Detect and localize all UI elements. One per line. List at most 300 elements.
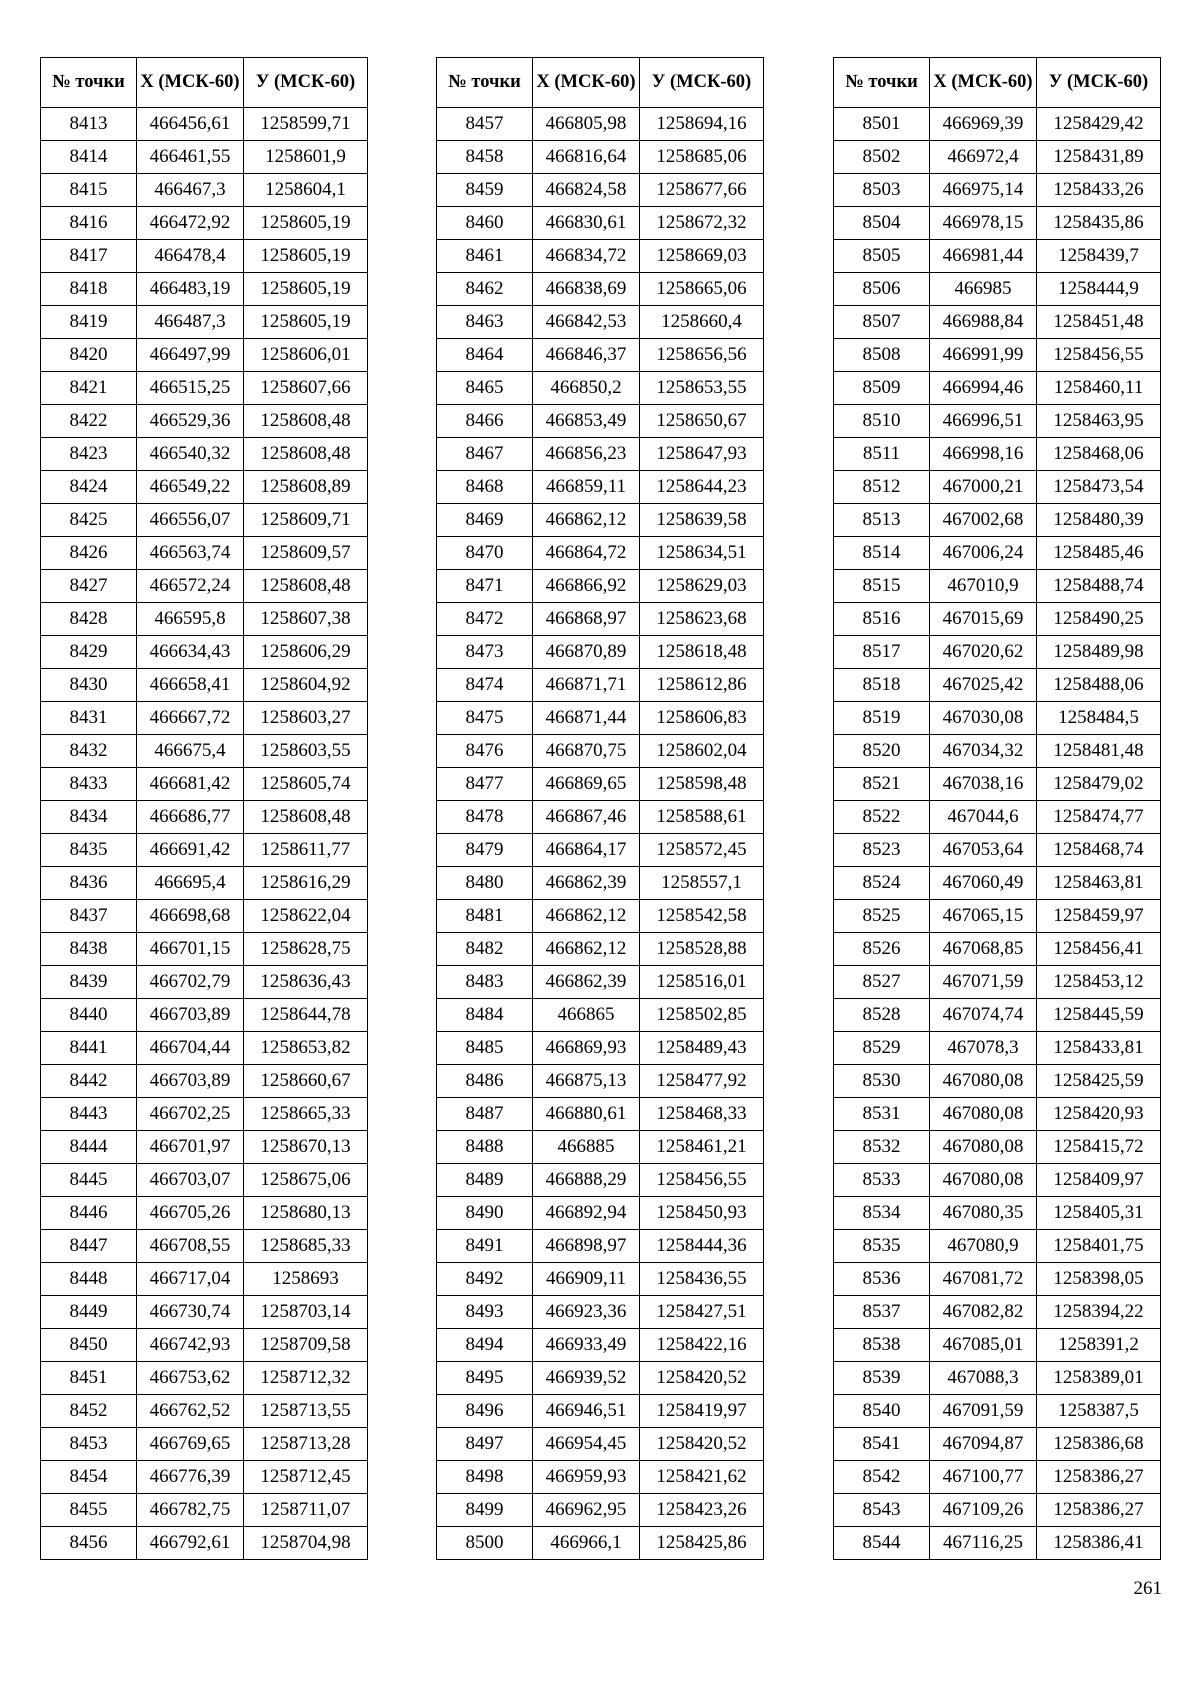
cell-x-coordinate: 466866,92 (533, 570, 640, 603)
cell-x-coordinate: 466572,24 (137, 570, 244, 603)
cell-y-coordinate: 1258607,38 (244, 603, 368, 636)
cell-y-coordinate: 1258677,66 (640, 174, 764, 207)
cell-y-coordinate: 1258456,55 (640, 1164, 764, 1197)
cell-x-coordinate: 467080,08 (930, 1065, 1037, 1098)
cell-y-coordinate: 1258604,92 (244, 669, 368, 702)
cell-point-number: 8425 (41, 504, 137, 537)
table-row (437, 966, 764, 999)
cell-x-coordinate: 466686,77 (137, 801, 244, 834)
cell-x-coordinate: 466701,15 (137, 933, 244, 966)
cell-point-number: 8436 (41, 867, 137, 900)
cell-y-coordinate: 1258425,86 (640, 1527, 764, 1560)
cell-x-coordinate: 466461,55 (137, 141, 244, 174)
cell-point-number: 8495 (437, 1362, 533, 1395)
cell-y-coordinate: 1258572,45 (640, 834, 764, 867)
cell-point-number: 8496 (437, 1395, 533, 1428)
cell-x-coordinate: 466838,69 (533, 273, 640, 306)
cell-y-coordinate: 1258488,06 (1037, 669, 1161, 702)
cell-y-coordinate: 1258429,42 (1037, 108, 1161, 141)
cell-x-coordinate: 466717,04 (137, 1263, 244, 1296)
cell-y-coordinate: 1258606,83 (640, 702, 764, 735)
table-row (437, 1131, 764, 1164)
cell-point-number: 8457 (437, 108, 533, 141)
cell-x-coordinate: 466742,93 (137, 1329, 244, 1362)
table-row (834, 801, 1161, 834)
cell-point-number: 8492 (437, 1263, 533, 1296)
cell-y-coordinate: 1258401,75 (1037, 1230, 1161, 1263)
cell-point-number: 8543 (834, 1494, 930, 1527)
table-row (41, 108, 368, 141)
cell-y-coordinate: 1258386,27 (1037, 1461, 1161, 1494)
cell-x-coordinate: 466753,62 (137, 1362, 244, 1395)
table-row (437, 438, 764, 471)
table-row (834, 1197, 1161, 1230)
cell-point-number: 8423 (41, 438, 137, 471)
cell-x-coordinate: 466702,79 (137, 966, 244, 999)
cell-x-coordinate: 466658,41 (137, 669, 244, 702)
table-row (437, 1032, 764, 1065)
cell-point-number: 8498 (437, 1461, 533, 1494)
cell-point-number: 8428 (41, 603, 137, 636)
table-row (437, 141, 764, 174)
cell-x-coordinate: 466703,89 (137, 1065, 244, 1098)
table-row (437, 306, 764, 339)
table-row (41, 240, 368, 273)
cell-point-number: 8472 (437, 603, 533, 636)
cell-x-coordinate: 466865 (533, 999, 640, 1032)
cell-y-coordinate: 1258450,93 (640, 1197, 764, 1230)
cell-x-coordinate: 466909,11 (533, 1263, 640, 1296)
cell-point-number: 8523 (834, 834, 930, 867)
cell-x-coordinate: 466864,72 (533, 537, 640, 570)
cell-point-number: 8519 (834, 702, 930, 735)
cell-y-coordinate: 1258588,61 (640, 801, 764, 834)
cell-x-coordinate: 467015,69 (930, 603, 1037, 636)
cell-y-coordinate: 1258604,1 (244, 174, 368, 207)
cell-y-coordinate: 1258685,33 (244, 1230, 368, 1263)
cell-x-coordinate: 466880,61 (533, 1098, 640, 1131)
cell-x-coordinate: 466529,36 (137, 405, 244, 438)
cell-y-coordinate: 1258602,04 (640, 735, 764, 768)
cell-point-number: 8421 (41, 372, 137, 405)
table-row (41, 339, 368, 372)
table-body (437, 108, 764, 1560)
cell-point-number: 8535 (834, 1230, 930, 1263)
table-row (437, 1329, 764, 1362)
cell-point-number: 8455 (41, 1494, 137, 1527)
cell-y-coordinate: 1258601,9 (244, 141, 368, 174)
cell-y-coordinate: 1258389,01 (1037, 1362, 1161, 1395)
cell-y-coordinate: 1258419,97 (640, 1395, 764, 1428)
cell-x-coordinate: 466467,3 (137, 174, 244, 207)
table-row (834, 174, 1161, 207)
cell-x-coordinate: 466762,52 (137, 1395, 244, 1428)
table-row (834, 372, 1161, 405)
cell-y-coordinate: 1258461,21 (640, 1131, 764, 1164)
table-row (437, 1461, 764, 1494)
cell-point-number: 8466 (437, 405, 533, 438)
cell-y-coordinate: 1258656,56 (640, 339, 764, 372)
cell-y-coordinate: 1258459,97 (1037, 900, 1161, 933)
cell-point-number: 8503 (834, 174, 930, 207)
cell-x-coordinate: 466869,93 (533, 1032, 640, 1065)
cell-point-number: 8416 (41, 207, 137, 240)
cell-x-coordinate: 466701,97 (137, 1131, 244, 1164)
cell-point-number: 8490 (437, 1197, 533, 1230)
cell-y-coordinate: 1258427,51 (640, 1296, 764, 1329)
cell-point-number: 8515 (834, 570, 930, 603)
cell-point-number: 8544 (834, 1527, 930, 1560)
header-y-coordinate: У (МСК-60) (244, 58, 368, 108)
table-row (834, 867, 1161, 900)
cell-y-coordinate: 1258616,29 (244, 867, 368, 900)
cell-point-number: 8481 (437, 900, 533, 933)
coordinates-table-3 (833, 57, 1161, 1560)
cell-x-coordinate: 467071,59 (930, 966, 1037, 999)
cell-x-coordinate: 466862,12 (533, 504, 640, 537)
cell-y-coordinate: 1258711,07 (244, 1494, 368, 1527)
cell-point-number: 8435 (41, 834, 137, 867)
cell-y-coordinate: 1258712,32 (244, 1362, 368, 1395)
cell-point-number: 8440 (41, 999, 137, 1032)
cell-x-coordinate: 467030,08 (930, 702, 1037, 735)
table-body (41, 108, 368, 1560)
cell-point-number: 8445 (41, 1164, 137, 1197)
cell-point-number: 8517 (834, 636, 930, 669)
cell-x-coordinate: 467044,6 (930, 801, 1037, 834)
cell-x-coordinate: 466695,4 (137, 867, 244, 900)
cell-x-coordinate: 466675,4 (137, 735, 244, 768)
table-row (437, 174, 764, 207)
cell-x-coordinate: 466962,95 (533, 1494, 640, 1527)
cell-point-number: 8473 (437, 636, 533, 669)
cell-x-coordinate: 466868,97 (533, 603, 640, 636)
cell-y-coordinate: 1258468,74 (1037, 834, 1161, 867)
cell-point-number: 8538 (834, 1329, 930, 1362)
header-point-number: № точки (834, 58, 930, 108)
table-row (437, 405, 764, 438)
cell-x-coordinate: 467080,08 (930, 1164, 1037, 1197)
cell-y-coordinate: 1258608,48 (244, 570, 368, 603)
cell-y-coordinate: 1258528,88 (640, 933, 764, 966)
cell-point-number: 8533 (834, 1164, 930, 1197)
cell-point-number: 8451 (41, 1362, 137, 1395)
table-row (437, 537, 764, 570)
cell-y-coordinate: 1258489,98 (1037, 636, 1161, 669)
cell-x-coordinate: 466978,15 (930, 207, 1037, 240)
table-row (41, 405, 368, 438)
table-row (834, 1428, 1161, 1461)
cell-point-number: 8525 (834, 900, 930, 933)
cell-x-coordinate: 467025,42 (930, 669, 1037, 702)
cell-y-coordinate: 1258653,82 (244, 1032, 368, 1065)
cell-point-number: 8453 (41, 1428, 137, 1461)
cell-y-coordinate: 1258542,58 (640, 900, 764, 933)
cell-x-coordinate: 467080,08 (930, 1098, 1037, 1131)
table-row (41, 1494, 368, 1527)
cell-y-coordinate: 1258693 (244, 1263, 368, 1296)
cell-x-coordinate: 467034,32 (930, 735, 1037, 768)
cell-y-coordinate: 1258644,78 (244, 999, 368, 1032)
cell-x-coordinate: 467080,08 (930, 1131, 1037, 1164)
cell-point-number: 8452 (41, 1395, 137, 1428)
cell-point-number: 8534 (834, 1197, 930, 1230)
cell-point-number: 8501 (834, 108, 930, 141)
table-row (437, 1527, 764, 1560)
table-row (834, 537, 1161, 570)
cell-y-coordinate: 1258608,48 (244, 438, 368, 471)
cell-point-number: 8507 (834, 306, 930, 339)
cell-x-coordinate: 466998,16 (930, 438, 1037, 471)
table-row (834, 1362, 1161, 1395)
cell-y-coordinate: 1258647,93 (640, 438, 764, 471)
cell-x-coordinate: 467085,01 (930, 1329, 1037, 1362)
table-row (834, 1296, 1161, 1329)
cell-y-coordinate: 1258433,81 (1037, 1032, 1161, 1065)
cell-point-number: 8444 (41, 1131, 137, 1164)
cell-x-coordinate: 466996,51 (930, 405, 1037, 438)
table-row (437, 768, 764, 801)
table-row (41, 933, 368, 966)
cell-point-number: 8460 (437, 207, 533, 240)
cell-y-coordinate: 1258703,14 (244, 1296, 368, 1329)
cell-x-coordinate: 466892,94 (533, 1197, 640, 1230)
cell-point-number: 8513 (834, 504, 930, 537)
table-row (437, 372, 764, 405)
cell-point-number: 8438 (41, 933, 137, 966)
cell-y-coordinate: 1258712,45 (244, 1461, 368, 1494)
cell-y-coordinate: 1258608,48 (244, 405, 368, 438)
page-number: 261 (1133, 1578, 1162, 1599)
table-row (41, 999, 368, 1032)
table-row (41, 702, 368, 735)
cell-x-coordinate: 467002,68 (930, 504, 1037, 537)
cell-point-number: 8424 (41, 471, 137, 504)
cell-y-coordinate: 1258481,48 (1037, 735, 1161, 768)
cell-point-number: 8509 (834, 372, 930, 405)
table-row (437, 1197, 764, 1230)
cell-y-coordinate: 1258479,02 (1037, 768, 1161, 801)
table-header-row (437, 58, 764, 108)
table-row (437, 1395, 764, 1428)
cell-y-coordinate: 1258436,55 (640, 1263, 764, 1296)
table-row (437, 1362, 764, 1395)
cell-y-coordinate: 1258502,85 (640, 999, 764, 1032)
table-row (41, 1098, 368, 1131)
cell-x-coordinate: 466478,4 (137, 240, 244, 273)
cell-x-coordinate: 467081,72 (930, 1263, 1037, 1296)
table-row (437, 273, 764, 306)
cell-point-number: 8505 (834, 240, 930, 273)
cell-y-coordinate: 1258421,62 (640, 1461, 764, 1494)
cell-y-coordinate: 1258669,03 (640, 240, 764, 273)
cell-point-number: 8483 (437, 966, 533, 999)
cell-y-coordinate: 1258423,26 (640, 1494, 764, 1527)
cell-x-coordinate: 466959,93 (533, 1461, 640, 1494)
cell-y-coordinate: 1258709,58 (244, 1329, 368, 1362)
cell-x-coordinate: 466898,97 (533, 1230, 640, 1263)
cell-point-number: 8499 (437, 1494, 533, 1527)
table-row (41, 570, 368, 603)
cell-y-coordinate: 1258607,66 (244, 372, 368, 405)
cell-y-coordinate: 1258420,93 (1037, 1098, 1161, 1131)
cell-y-coordinate: 1258485,46 (1037, 537, 1161, 570)
cell-y-coordinate: 1258456,55 (1037, 339, 1161, 372)
cell-x-coordinate: 466782,75 (137, 1494, 244, 1527)
cell-x-coordinate: 466867,46 (533, 801, 640, 834)
table-row (834, 504, 1161, 537)
cell-y-coordinate: 1258618,48 (640, 636, 764, 669)
cell-y-coordinate: 1258444,36 (640, 1230, 764, 1263)
table-row (834, 438, 1161, 471)
table-row (834, 735, 1161, 768)
cell-point-number: 8414 (41, 141, 137, 174)
table-row (41, 504, 368, 537)
cell-x-coordinate: 466946,51 (533, 1395, 640, 1428)
table-row (834, 1461, 1161, 1494)
header-point-number: № точки (437, 58, 533, 108)
table-row (41, 174, 368, 207)
coordinates-table-1 (40, 57, 368, 1560)
cell-y-coordinate: 1258386,41 (1037, 1527, 1161, 1560)
cell-point-number: 8427 (41, 570, 137, 603)
table-row (41, 735, 368, 768)
cell-point-number: 8443 (41, 1098, 137, 1131)
table-header-row (834, 58, 1161, 108)
cell-y-coordinate: 1258629,03 (640, 570, 764, 603)
cell-y-coordinate: 1258391,2 (1037, 1329, 1161, 1362)
table-row (41, 1164, 368, 1197)
table-row (41, 1362, 368, 1395)
cell-y-coordinate: 1258628,75 (244, 933, 368, 966)
table-row (437, 636, 764, 669)
cell-y-coordinate: 1258463,81 (1037, 867, 1161, 900)
cell-point-number: 8491 (437, 1230, 533, 1263)
cell-y-coordinate: 1258713,55 (244, 1395, 368, 1428)
cell-x-coordinate: 466969,39 (930, 108, 1037, 141)
cell-x-coordinate: 466869,65 (533, 768, 640, 801)
cell-y-coordinate: 1258386,27 (1037, 1494, 1161, 1527)
cell-point-number: 8420 (41, 339, 137, 372)
cell-point-number: 8429 (41, 636, 137, 669)
cell-y-coordinate: 1258672,32 (640, 207, 764, 240)
cell-y-coordinate: 1258420,52 (640, 1428, 764, 1461)
cell-y-coordinate: 1258420,52 (640, 1362, 764, 1395)
cell-x-coordinate: 467074,74 (930, 999, 1037, 1032)
cell-x-coordinate: 466730,74 (137, 1296, 244, 1329)
cell-x-coordinate: 466681,42 (137, 768, 244, 801)
cell-point-number: 8522 (834, 801, 930, 834)
table-row (834, 1329, 1161, 1362)
table-row (834, 1164, 1161, 1197)
cell-point-number: 8537 (834, 1296, 930, 1329)
cell-x-coordinate: 466988,84 (930, 306, 1037, 339)
cell-x-coordinate: 467080,9 (930, 1230, 1037, 1263)
table-body (834, 108, 1161, 1560)
cell-y-coordinate: 1258516,01 (640, 966, 764, 999)
cell-point-number: 8456 (41, 1527, 137, 1560)
cell-point-number: 8437 (41, 900, 137, 933)
cell-x-coordinate: 466966,1 (533, 1527, 640, 1560)
table-row (834, 834, 1161, 867)
table-row (41, 801, 368, 834)
header-x-coordinate: X (МСК-60) (533, 58, 640, 108)
cell-x-coordinate: 466862,12 (533, 900, 640, 933)
cell-x-coordinate: 466923,36 (533, 1296, 640, 1329)
cell-y-coordinate: 1258463,95 (1037, 405, 1161, 438)
cell-y-coordinate: 1258477,92 (640, 1065, 764, 1098)
cell-x-coordinate: 466769,65 (137, 1428, 244, 1461)
cell-y-coordinate: 1258713,28 (244, 1428, 368, 1461)
cell-x-coordinate: 466691,42 (137, 834, 244, 867)
cell-point-number: 8511 (834, 438, 930, 471)
cell-x-coordinate: 466595,8 (137, 603, 244, 636)
table-row (437, 834, 764, 867)
cell-point-number: 8415 (41, 174, 137, 207)
table-row (41, 1296, 368, 1329)
cell-point-number: 8469 (437, 504, 533, 537)
cell-x-coordinate: 466634,43 (137, 636, 244, 669)
cell-y-coordinate: 1258605,74 (244, 768, 368, 801)
cell-x-coordinate: 466698,68 (137, 900, 244, 933)
table-row (41, 1428, 368, 1461)
cell-y-coordinate: 1258431,89 (1037, 141, 1161, 174)
table-row (41, 768, 368, 801)
table-row (41, 900, 368, 933)
cell-point-number: 8486 (437, 1065, 533, 1098)
cell-y-coordinate: 1258456,41 (1037, 933, 1161, 966)
table-row (41, 1032, 368, 1065)
cell-y-coordinate: 1258474,77 (1037, 801, 1161, 834)
cell-y-coordinate: 1258606,29 (244, 636, 368, 669)
table-row (437, 1494, 764, 1527)
cell-x-coordinate: 466776,39 (137, 1461, 244, 1494)
cell-point-number: 8475 (437, 702, 533, 735)
table-row (834, 207, 1161, 240)
cell-y-coordinate: 1258612,86 (640, 669, 764, 702)
cell-point-number: 8431 (41, 702, 137, 735)
table-row (41, 1395, 368, 1428)
cell-point-number: 8516 (834, 603, 930, 636)
cell-x-coordinate: 466702,25 (137, 1098, 244, 1131)
cell-x-coordinate: 466487,3 (137, 306, 244, 339)
cell-point-number: 8458 (437, 141, 533, 174)
table-row (834, 999, 1161, 1032)
table-row (437, 108, 764, 141)
cell-x-coordinate: 467020,62 (930, 636, 1037, 669)
table-row (437, 702, 764, 735)
cell-point-number: 8512 (834, 471, 930, 504)
table-row (834, 1395, 1161, 1428)
table-row (834, 1098, 1161, 1131)
cell-point-number: 8463 (437, 306, 533, 339)
cell-point-number: 8488 (437, 1131, 533, 1164)
cell-x-coordinate: 466972,4 (930, 141, 1037, 174)
cell-point-number: 8536 (834, 1263, 930, 1296)
cell-x-coordinate: 466704,44 (137, 1032, 244, 1065)
cell-y-coordinate: 1258665,33 (244, 1098, 368, 1131)
cell-point-number: 8461 (437, 240, 533, 273)
table-row (834, 306, 1161, 339)
cell-point-number: 8497 (437, 1428, 533, 1461)
cell-point-number: 8432 (41, 735, 137, 768)
table-row (834, 471, 1161, 504)
table-row (41, 1131, 368, 1164)
cell-x-coordinate: 466540,32 (137, 438, 244, 471)
cell-x-coordinate: 467053,64 (930, 834, 1037, 867)
cell-y-coordinate: 1258660,67 (244, 1065, 368, 1098)
cell-x-coordinate: 466850,2 (533, 372, 640, 405)
